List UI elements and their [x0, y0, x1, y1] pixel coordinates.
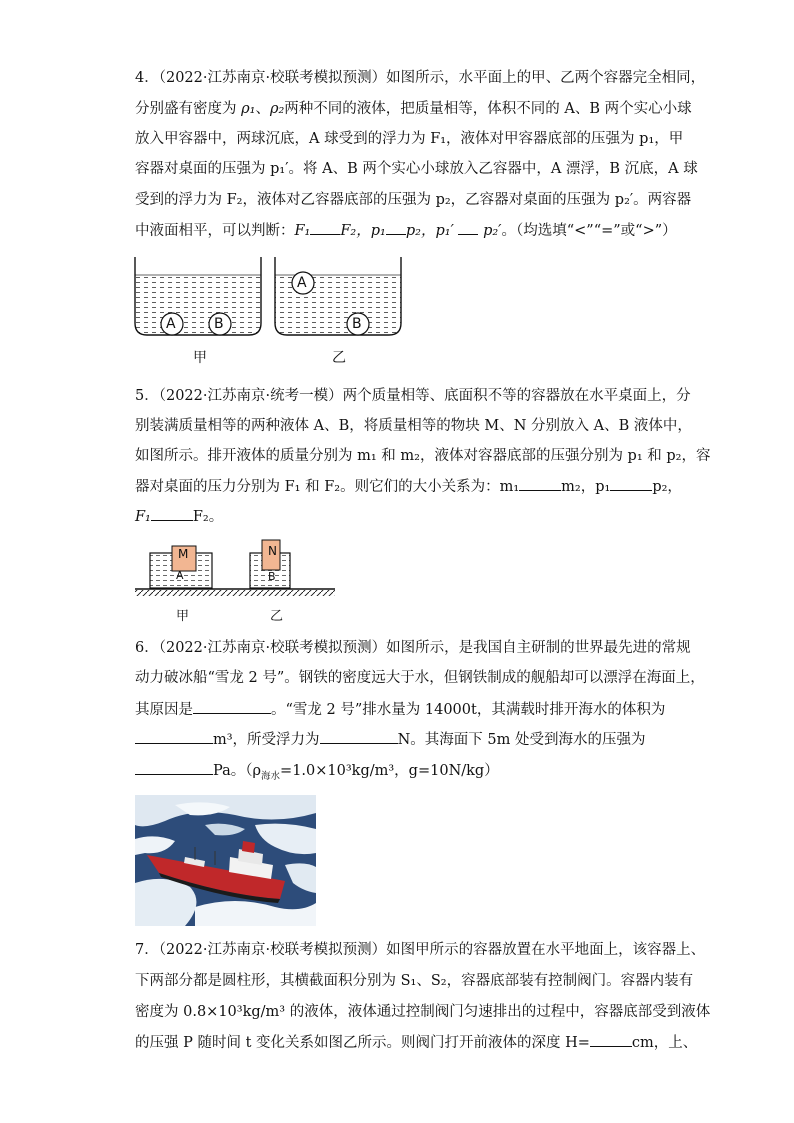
q5-figure-containers	[135, 538, 335, 600]
q4-line-3: 放入甲容器中，两球沉底，A 球受到的浮力为 F₁，液体对甲容器底部的压强为 p₁，甲	[135, 131, 684, 147]
q5-line-1: 5．（2022·江苏南京·统考一模）两个质量相等、底面积不等的容器放在水平桌面上，分	[135, 388, 691, 404]
answer-blank[interactable]	[193, 699, 271, 714]
q7-line-2: 下两部分都是圆柱形，其横截面积分别为 S₁、S₂，容器底部装有控制阀门。容器内装有	[135, 973, 694, 989]
figure-caption: 甲	[176, 609, 190, 624]
q7-line-4: 的压强 P 随时间 t 变化关系如图乙所示。则阀门打开前液体的深度 H= cm，上、	[135, 1032, 697, 1053]
q4-line-4: 容器对桌面的压强为 p₁′。将 A、B 两个实心小球放入乙容器中，A 漂浮，B 沉底，A 球	[135, 161, 698, 177]
answer-blank[interactable]	[458, 220, 478, 235]
q5-line-5: F₁ F₂。	[135, 506, 223, 527]
q5-line-4: 器对桌面的压力分别为 F₁ 和 F₂。则它们的大小关系为：m₁ m₂，p₁ p₂，	[135, 476, 682, 497]
answer-blank[interactable]	[519, 476, 561, 491]
liquid-left	[135, 275, 261, 335]
liquid-label: A	[176, 569, 184, 582]
answer-blank[interactable]	[610, 476, 652, 491]
q6-line-4: m³，所受浮力为 N。其海面下 5m 处受到海水的压强为	[135, 729, 645, 750]
ball-label: B	[214, 316, 224, 332]
answer-blank[interactable]	[386, 220, 406, 235]
q5-line-3: 如图所示。排开液体的质量分别为 m₁ 和 m₂，液体对容器底部的压强分别为 p₁ 和 p₂，容	[135, 448, 711, 464]
q7-line-1: 7．（2022·江苏南京·校联考模拟预测）如图甲所示的容器放置在水平地面上，该容器上、	[135, 942, 706, 958]
block-label: M	[178, 547, 189, 561]
figure-caption: 乙	[270, 609, 284, 624]
ball-label: A	[297, 275, 307, 291]
table-hatch	[135, 590, 335, 596]
q7-line-3: 密度为 0.8×10³kg/m³ 的液体，液体通过控制阀门匀速排出的过程中，容器底部受到液体	[135, 1004, 711, 1020]
icebreaker-photo	[135, 795, 316, 926]
q4-line-2: 分别盛有密度为 ρ₁、ρ₂两种不同的液体，把质量相等，体积不同的 A、B 两个实心小球	[135, 101, 692, 117]
answer-blank[interactable]	[590, 1032, 632, 1047]
figure-caption: 甲	[193, 350, 207, 366]
figure-caption: 乙	[332, 350, 346, 366]
answer-blank[interactable]	[320, 729, 398, 744]
liquid-label: B	[268, 570, 276, 583]
answer-blank[interactable]	[135, 729, 213, 744]
q6-line-3: 其原因是 。“雪龙 2 号”排水量为 14000t，其满载时排开海水的体积为	[135, 699, 665, 720]
q6-line-5: Pa。（$\rho_{海水}=1.0\times 10^3kg/m^3$，g=10N/kg）	[135, 760, 499, 787]
q6-line-1: 6．（2022·江苏南京·校联考模拟预测）如图所示，是我国自主研制的世界最先进的常规	[135, 640, 691, 656]
answer-blank[interactable]	[310, 220, 340, 235]
ball-label: B	[352, 316, 362, 332]
q5-line-2: 别装满质量相等的两种液体 A、B，将质量相等的物块 M、N 分别放入 A、B 液体中，	[135, 418, 692, 434]
block-label: N	[268, 544, 277, 558]
q6-line-2: 动力破冰船“雪龙 2 号”。钢铁的密度远大于水，但钢铁制成的舰船却可以漂浮在海面上，	[135, 670, 705, 686]
ball-label: A	[166, 316, 176, 332]
answer-blank[interactable]	[151, 506, 193, 521]
q4-line-5: 受到的浮力为 F₂，液体对乙容器底部的压强为 p₂，乙容器对桌面的压强为 p₂′。两容器	[135, 192, 692, 208]
answer-blank[interactable]	[135, 760, 213, 775]
q4-line-6: 中液面相平，可以判断：F₁ F₂，p₁ p₂，p₁′ p₂′。（均选填“<”“=”或“>”）	[135, 220, 677, 241]
ship-icon	[135, 795, 316, 926]
q4-line-1: 4．（2022·江苏南京·校联考模拟预测）如图所示，水平面上的甲、乙两个容器完全相同，	[135, 70, 706, 86]
